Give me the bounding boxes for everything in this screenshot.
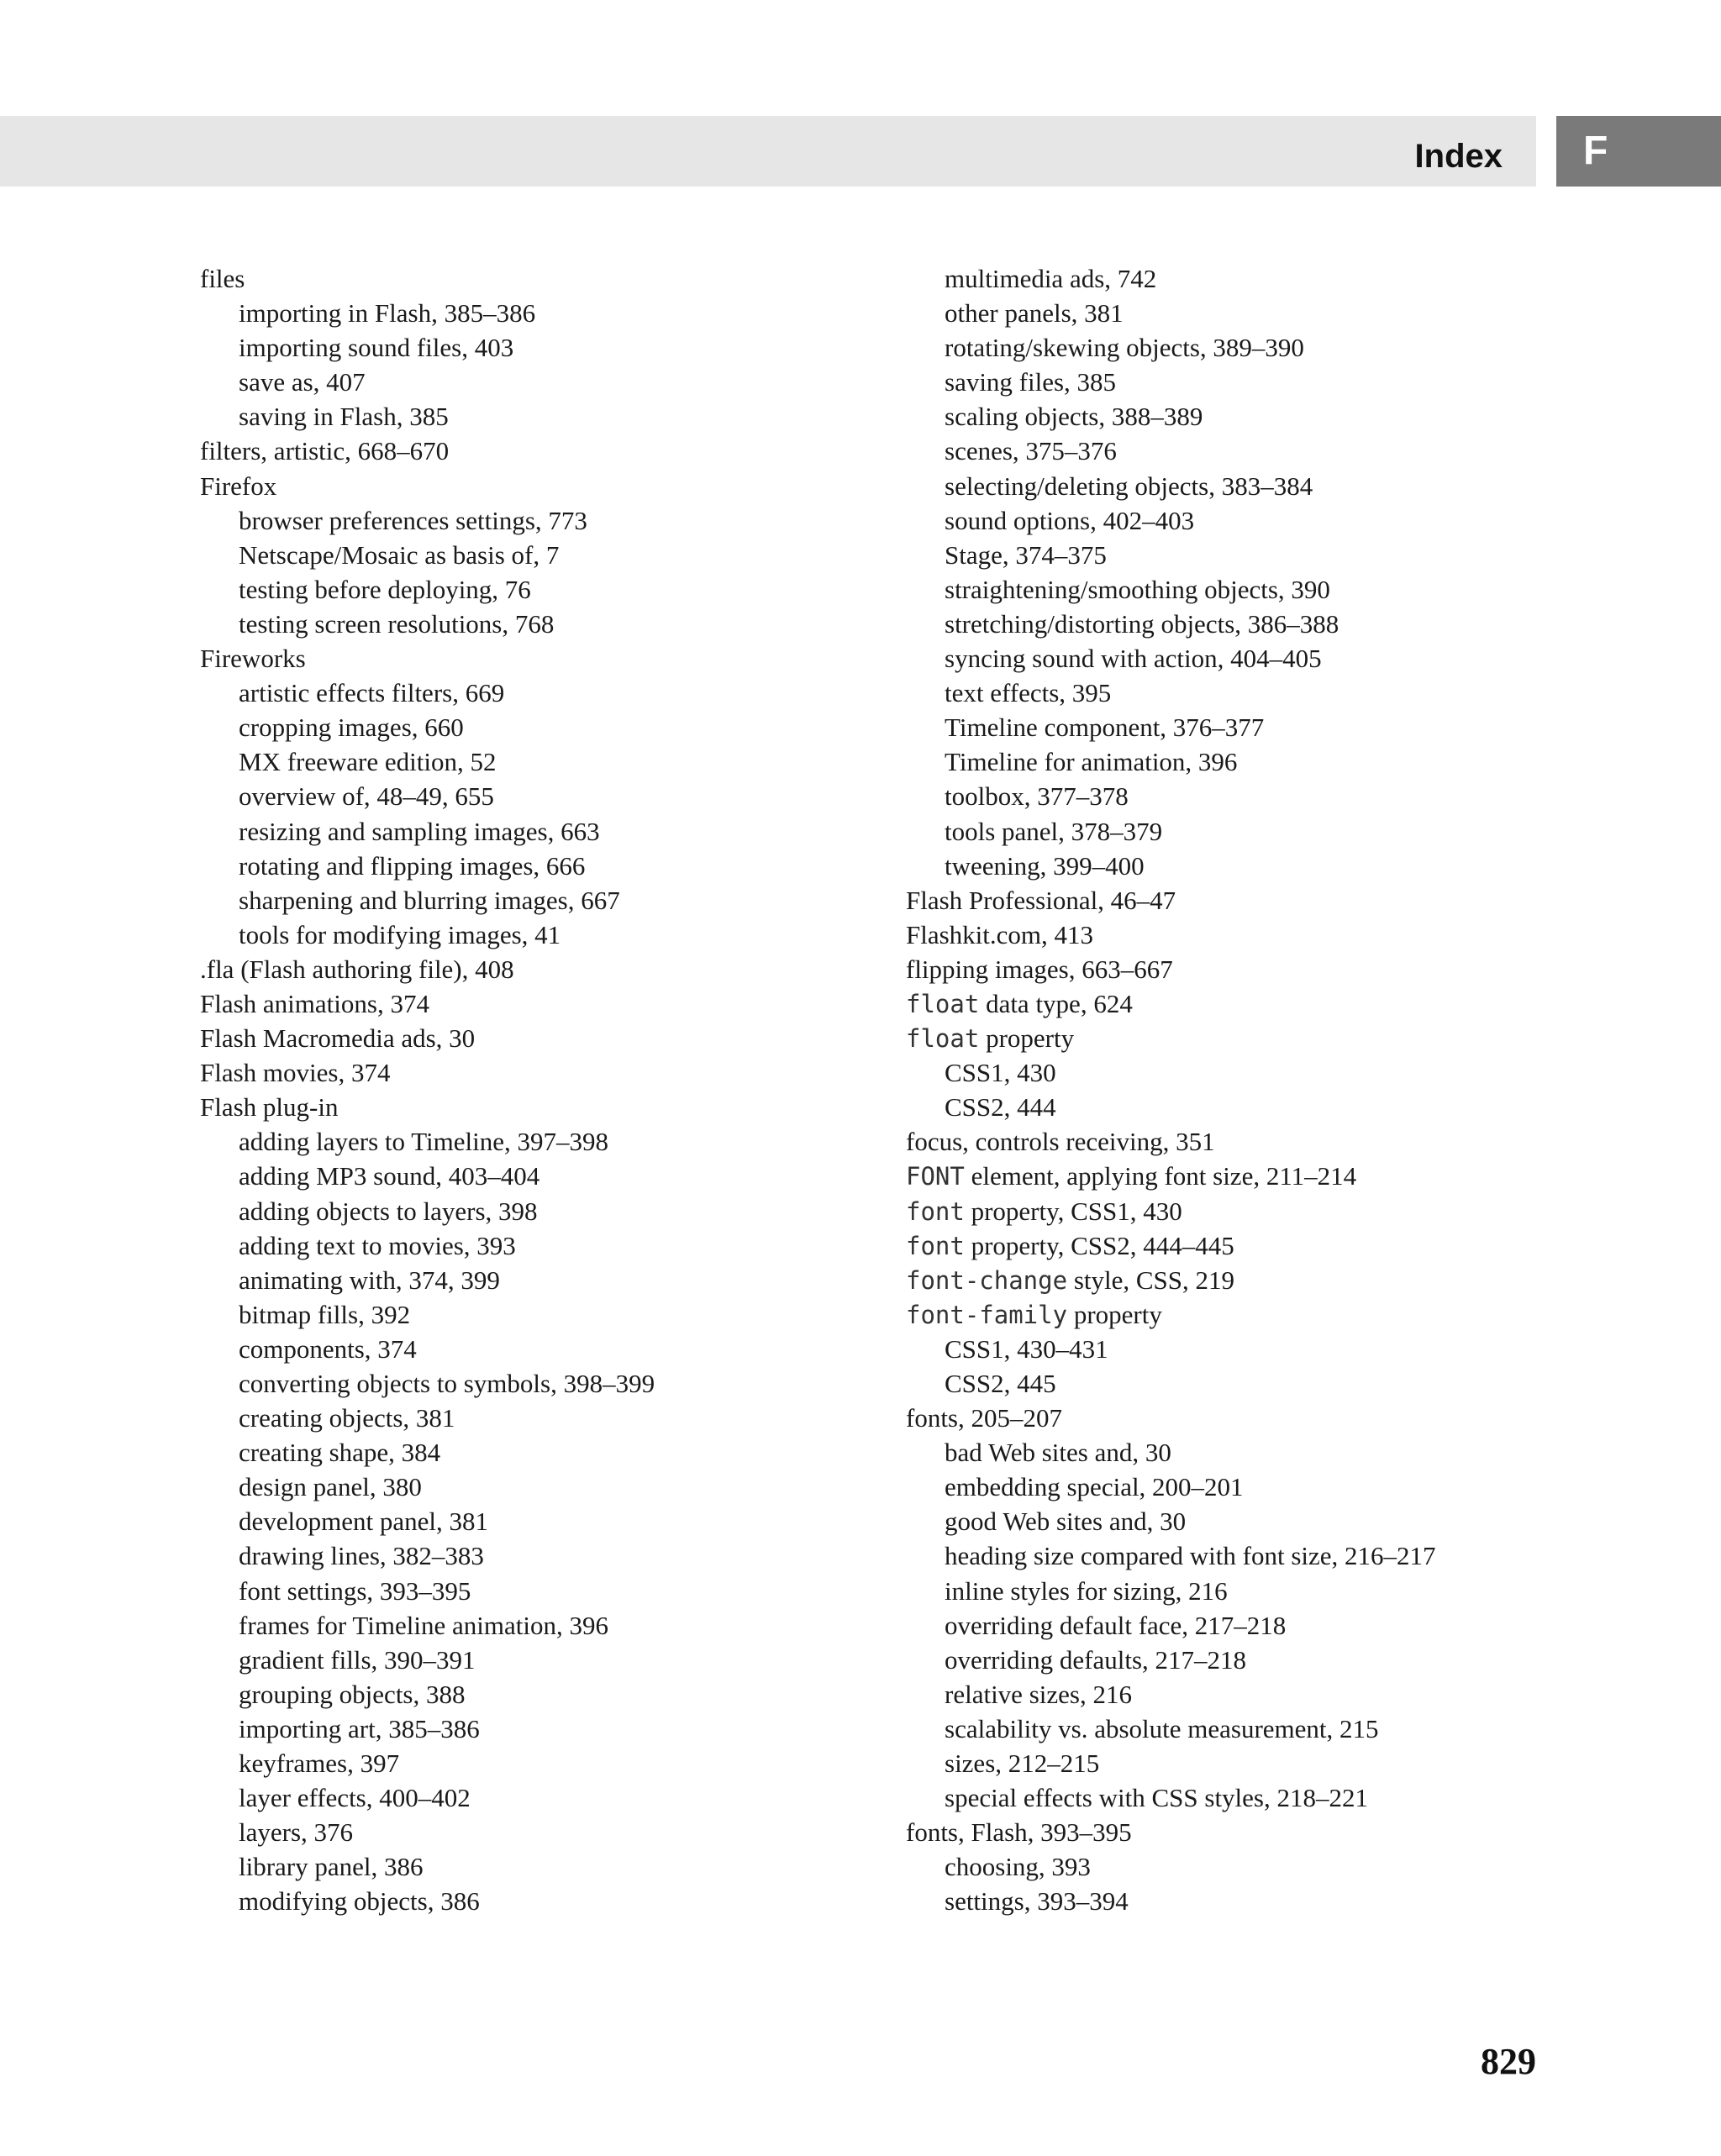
code-term: font-family <box>906 1300 1068 1329</box>
entry-text: MX freeware edition, 52 <box>239 747 497 777</box>
index-subentry <box>906 676 1436 710</box>
index-subentry <box>906 503 1436 538</box>
entry-text: importing in Flash, 385–386 <box>239 298 536 329</box>
entry-text: settings, 393–394 <box>945 1886 1129 1917</box>
index-subentry <box>200 365 655 399</box>
entry-text: style, CSS, 219 <box>1067 1265 1235 1295</box>
index-subentry <box>200 1746 655 1780</box>
entry-text: adding layers to Timeline, 397–398 <box>239 1127 609 1157</box>
entry-text: multimedia ads, 742 <box>945 264 1157 293</box>
entry-text: CSS2, 445 <box>945 1369 1056 1398</box>
index-subentry <box>906 1538 1436 1573</box>
index-subentry <box>200 744 655 779</box>
index-subentry <box>200 1504 655 1538</box>
index-subentry <box>200 296 655 330</box>
entry-text: font settings, 393–395 <box>239 1575 471 1606</box>
index-subentry <box>906 779 1436 813</box>
index-entry <box>906 1194 1436 1228</box>
index-subentry <box>906 641 1436 676</box>
entry-text: tools for modifying images, 41 <box>239 919 561 949</box>
index-subentry <box>200 330 655 365</box>
index-subentry <box>200 1435 655 1470</box>
index-subentry <box>200 607 655 641</box>
index-entry <box>200 469 655 503</box>
entry-text: syncing sound with action, 404–405 <box>945 644 1322 674</box>
entry-text: text effects, 395 <box>945 678 1112 708</box>
entry-text: gradient fills, 390–391 <box>239 1644 476 1675</box>
index-entry <box>200 261 655 296</box>
index-column-right <box>906 261 1436 1919</box>
entry-text: Stage, 374–375 <box>945 539 1107 570</box>
index-entry <box>200 641 655 676</box>
entry-text: Flash animations, 374 <box>200 988 429 1018</box>
entry-text: saving in Flash, 385 <box>239 402 449 432</box>
entry-text: special effects with CSS styles, 218–221 <box>945 1783 1368 1813</box>
index-subentry <box>906 296 1436 330</box>
entry-text: layer effects, 400–402 <box>239 1783 471 1813</box>
index-column-left <box>200 261 655 1919</box>
entry-text: files <box>200 264 245 293</box>
entry-text: Netscape/Mosaic as basis of, 7 <box>239 539 560 570</box>
index-subentry <box>906 572 1436 607</box>
entry-text: design panel, 380 <box>239 1472 422 1502</box>
index-entry <box>906 1021 1436 1055</box>
index-subentry <box>906 1780 1436 1815</box>
index-subentry <box>200 918 655 952</box>
entry-text: Flashkit.com, 413 <box>906 919 1094 949</box>
entry-text: save as, 407 <box>239 367 366 397</box>
index-subentry <box>906 710 1436 744</box>
index-subentry <box>200 710 655 744</box>
index-subentry <box>200 1470 655 1504</box>
entry-text: sharpening and blurring images, 667 <box>239 885 620 915</box>
entry-text: artistic effects filters, 669 <box>239 678 505 708</box>
index-entry <box>906 1263 1436 1297</box>
entry-text: relative sizes, 216 <box>945 1679 1132 1709</box>
entry-text: choosing, 393 <box>945 1852 1091 1882</box>
entry-text: CSS2, 444 <box>945 1092 1056 1123</box>
entry-text: adding text to movies, 393 <box>239 1230 516 1260</box>
index-subentry <box>906 1090 1436 1124</box>
index-subentry <box>200 1297 655 1332</box>
page-number: 829 <box>1481 2041 1536 2082</box>
entry-text: overview of, 48–49, 655 <box>239 781 494 812</box>
index-subentry <box>200 883 655 918</box>
index-subentry <box>200 1780 655 1815</box>
entry-text: rotating and flipping images, 666 <box>239 850 586 881</box>
index-subentry <box>906 1849 1436 1884</box>
entry-text: bitmap fills, 392 <box>239 1299 411 1329</box>
header-title: Index <box>1414 138 1503 175</box>
section-letter: F <box>1583 129 1608 173</box>
index-subentry <box>906 1504 1436 1538</box>
entry-text: selecting/deleting objects, 383–384 <box>945 471 1313 501</box>
entry-text: straightening/smoothing objects, 390 <box>945 574 1330 604</box>
index-entry <box>906 1815 1436 1849</box>
entry-text: modifying objects, 386 <box>239 1886 480 1917</box>
index-subentry <box>200 1194 655 1228</box>
entry-text: heading size compared with font size, 216–217 <box>945 1541 1436 1571</box>
entry-text: fonts, Flash, 393–395 <box>906 1817 1132 1848</box>
entry-text: property <box>1067 1299 1162 1329</box>
index-subentry <box>200 503 655 538</box>
index-subentry <box>200 849 655 883</box>
entry-text: scaling objects, 388–389 <box>945 402 1203 432</box>
entry-text: property, CSS1, 430 <box>964 1196 1182 1226</box>
entry-text: testing screen resolutions, 768 <box>239 608 555 639</box>
entry-text: adding MP3 sound, 403–404 <box>239 1161 540 1191</box>
entry-text: components, 374 <box>239 1333 417 1364</box>
index-entry <box>906 1124 1436 1159</box>
entry-text: Fireworks <box>200 644 306 674</box>
entry-text: embedding special, 200–201 <box>945 1472 1244 1502</box>
entry-text: CSS1, 430 <box>945 1058 1056 1088</box>
index-subentry <box>906 1435 1436 1470</box>
entry-text: tweening, 399–400 <box>945 850 1145 881</box>
entry-text: toolbox, 377–378 <box>945 781 1129 812</box>
entry-text: overriding default face, 217–218 <box>945 1610 1287 1640</box>
entry-text: testing before deploying, 76 <box>239 574 531 604</box>
index-subentry <box>200 814 655 849</box>
entry-text: Flash Macromedia ads, 30 <box>200 1023 476 1054</box>
code-term: float <box>906 1024 980 1054</box>
entry-text: data type, 624 <box>979 988 1133 1018</box>
entry-text: grouping objects, 388 <box>239 1679 466 1709</box>
index-subentry <box>906 261 1436 296</box>
entry-text: overriding defaults, 217–218 <box>945 1644 1247 1675</box>
entry-text: CSS1, 430–431 <box>945 1333 1108 1364</box>
index-entry <box>200 952 655 986</box>
index-subentry <box>906 1884 1436 1918</box>
index-subentry <box>200 1643 655 1677</box>
entry-text: property, CSS2, 444–445 <box>964 1230 1234 1260</box>
entry-text: .fla (Flash authoring file), 408 <box>200 954 514 984</box>
entry-text: property <box>979 1023 1075 1054</box>
entry-text: focus, controls receiving, 351 <box>906 1127 1215 1157</box>
index-entry <box>200 434 655 468</box>
index-subentry <box>200 1263 655 1297</box>
index-subentry <box>200 1884 655 1918</box>
index-entry <box>200 1055 655 1090</box>
index-subentry <box>906 1055 1436 1090</box>
index-subentry <box>200 1401 655 1435</box>
entry-text: creating objects, 381 <box>239 1403 455 1433</box>
index-entry <box>906 1297 1436 1332</box>
index-entry <box>200 1021 655 1055</box>
index-subentry <box>906 469 1436 503</box>
index-subentry <box>200 1574 655 1608</box>
entry-text: frames for Timeline animation, 396 <box>239 1610 608 1640</box>
index-entry <box>906 1228 1436 1263</box>
index-subentry <box>906 1366 1436 1401</box>
index-subentry <box>906 1712 1436 1746</box>
index-subentry <box>200 572 655 607</box>
index-subentry <box>200 538 655 572</box>
index-subentry <box>906 1470 1436 1504</box>
code-term: font <box>906 1196 965 1226</box>
entry-text: good Web sites and, 30 <box>945 1507 1187 1537</box>
index-subentry <box>200 1815 655 1849</box>
entry-text: bad Web sites and, 30 <box>945 1438 1171 1468</box>
index-subentry <box>200 399 655 434</box>
entry-text: importing sound files, 403 <box>239 333 514 363</box>
entry-text: Timeline for animation, 396 <box>945 747 1238 777</box>
running-header <box>0 116 1536 187</box>
entry-text: other panels, 381 <box>945 298 1124 329</box>
index-entry <box>200 986 655 1021</box>
index-subentry <box>906 538 1436 572</box>
entry-text: sizes, 212–215 <box>945 1748 1100 1779</box>
entry-text: browser preferences settings, 773 <box>239 505 587 535</box>
index-subentry <box>200 1159 655 1193</box>
entry-text: development panel, 381 <box>239 1507 488 1537</box>
entry-text: layers, 376 <box>239 1817 354 1848</box>
entry-text: Flash plug-in <box>200 1092 339 1123</box>
index-entry <box>906 918 1436 952</box>
code-term: float <box>906 989 980 1018</box>
entry-text: importing art, 385–386 <box>239 1713 480 1743</box>
code-term: FONT <box>906 1162 965 1191</box>
entry-text: scalability vs. absolute measurement, 215 <box>945 1713 1379 1743</box>
entry-text: tools panel, 378–379 <box>945 816 1163 846</box>
index-entry <box>906 1159 1436 1193</box>
entry-text: rotating/skewing objects, 389–390 <box>945 333 1304 363</box>
entry-text: fonts, 205–207 <box>906 1403 1062 1433</box>
index-entry <box>906 952 1436 986</box>
code-term: font-change <box>906 1265 1068 1295</box>
index-subentry <box>906 399 1436 434</box>
index-subentry <box>200 1366 655 1401</box>
entry-text: filters, artistic, 668–670 <box>200 436 450 466</box>
index-subentry <box>906 849 1436 883</box>
entry-text: library panel, 386 <box>239 1852 424 1882</box>
entry-text: Timeline component, 376–377 <box>945 713 1265 743</box>
index-subentry <box>200 1538 655 1573</box>
entry-text: element, applying font size, 211–214 <box>964 1161 1357 1191</box>
entry-text: flipping images, 663–667 <box>906 954 1173 984</box>
index-subentry <box>200 1677 655 1712</box>
entry-text: Flash Professional, 46–47 <box>906 885 1176 915</box>
index-subentry <box>200 1608 655 1643</box>
index-subentry <box>200 779 655 813</box>
index-subentry <box>200 1849 655 1884</box>
index-subentry <box>906 1574 1436 1608</box>
index-subentry <box>906 744 1436 779</box>
index-entry <box>200 1090 655 1124</box>
index-subentry <box>200 1332 655 1366</box>
entry-text: scenes, 375–376 <box>945 436 1117 466</box>
index-subentry <box>906 330 1436 365</box>
index-subentry <box>906 434 1436 468</box>
entry-text: Flash movies, 374 <box>200 1058 391 1088</box>
index-subentry <box>906 1746 1436 1780</box>
index-subentry <box>906 1608 1436 1643</box>
section-letter-tab <box>1556 116 1721 187</box>
index-subentry <box>200 1124 655 1159</box>
entry-text: creating shape, 384 <box>239 1438 441 1468</box>
code-term: font <box>906 1231 965 1260</box>
index-entry <box>906 883 1436 918</box>
index-subentry <box>906 607 1436 641</box>
entry-text: keyframes, 397 <box>239 1748 400 1779</box>
index-subentry <box>200 1712 655 1746</box>
entry-text: stretching/distorting objects, 386–388 <box>945 608 1339 639</box>
entry-text: converting objects to symbols, 398–399 <box>239 1369 655 1398</box>
entry-text: adding objects to layers, 398 <box>239 1196 538 1226</box>
entry-text: drawing lines, 382–383 <box>239 1541 484 1571</box>
entry-text: sound options, 402–403 <box>945 505 1195 535</box>
entry-text: animating with, 374, 399 <box>239 1265 500 1295</box>
index-subentry <box>906 365 1436 399</box>
index-subentry <box>906 1677 1436 1712</box>
entry-text: inline styles for sizing, 216 <box>945 1575 1228 1606</box>
index-subentry <box>200 676 655 710</box>
index-subentry <box>200 1228 655 1263</box>
index-subentry <box>906 1332 1436 1366</box>
entry-text: saving files, 385 <box>945 367 1117 397</box>
index-subentry <box>906 814 1436 849</box>
entry-text: resizing and sampling images, 663 <box>239 816 600 846</box>
index-entry <box>906 986 1436 1021</box>
entry-text: Firefox <box>200 471 277 501</box>
index-subentry <box>906 1643 1436 1677</box>
index-entry <box>906 1401 1436 1435</box>
entry-text: cropping images, 660 <box>239 713 464 743</box>
